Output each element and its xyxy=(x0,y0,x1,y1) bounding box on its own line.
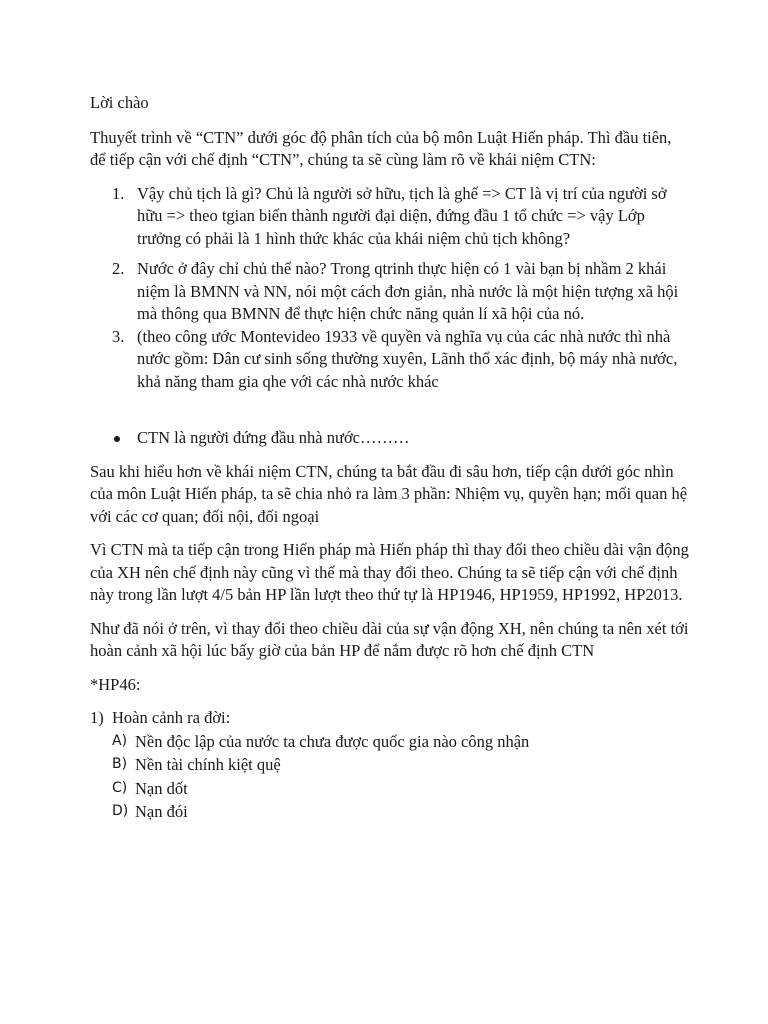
bullet-item-text: CTN là người đứng đầu nhà nước……… xyxy=(137,428,410,447)
paragraph-constitutions: Vì CTN mà ta tiếp cận trong Hiến pháp mà Hiến pháp thì thay đổi theo chiều dài vận động của XH nên chế định này cũng vì thế mà thay đổi theo. Chúng ta sẽ tiếp cận với chế định này trong lần lượt 4/5 bản HP lần lượt theo thứ tự là HP1946, HP1959, HP1992, HP2013. xyxy=(90,540,689,604)
list-item xyxy=(90,258,690,326)
list-marker: D) xyxy=(112,803,129,819)
numbered-list xyxy=(90,183,690,394)
list-item-text: Nạn đói xyxy=(135,802,188,821)
list-item xyxy=(90,326,690,394)
list-item-text: Nền độc lập của nước ta chưa được quốc gia nào công nhận xyxy=(135,731,530,751)
list-marker: 2. xyxy=(112,259,125,278)
list-item xyxy=(90,777,690,801)
lettered-list xyxy=(90,730,690,824)
list-marker: B) xyxy=(112,756,128,772)
list-item xyxy=(90,730,690,754)
list-item xyxy=(90,427,690,450)
list-item-text: Nạn dốt xyxy=(135,778,188,798)
list-marker: A) xyxy=(112,732,128,749)
bullet-list xyxy=(90,427,690,450)
list-item xyxy=(90,183,690,251)
paragraph-context: Như đã nói ở trên, vì thay đổi theo chiều dài của sự vận động XH, nên chúng ta nên xét tới hoàn cảnh xã hội lúc bấy giờ của bản HP để nắm được rõ hơn chế định CTN xyxy=(90,618,689,660)
list-marker: 1. xyxy=(112,183,125,203)
document-page xyxy=(90,92,690,824)
greeting: Lời chào xyxy=(90,93,149,112)
list-item-text: (theo công ước Montevideo 1933 về quyền và nghĩa vụ của các nhà nước thì nhà nước gồm: Dân cư sinh sống thường xuyên, Lãnh thổ xác định, bộ máy nhà nước, khả năng tham gia qhe với các nhà nước khác xyxy=(137,326,678,391)
paragraph-sections: Sau khi hiểu hơn về khái niệm CTN, chúng ta bắt đầu đi sâu hơn, tiếp cận dưới góc nhìn của môn Luật Hiến pháp, ta sẽ chia nhỏ ra làm 3 phần: Nhiệm vụ, quyền hạn; mối quan hệ với các cơ quan; đối nội, đối ngoại xyxy=(90,461,688,526)
list-marker: C) xyxy=(112,779,128,796)
list-item-text: Nước ở đây chỉ chủ thể nào? Trong qtrinh thực hiện có 1 vài bạn bị nhầm 2 khái niệm là BMNN và NN, nói một cách đơn giản, nhà nước là một hiện tượng xã hội mà thông qua BMNN để thực hiện chức năng quản lí xã hội của nó. xyxy=(137,259,679,323)
list-item xyxy=(90,800,690,824)
list-item-text: Nền tài chính kiệt quệ xyxy=(135,755,281,774)
hp46-heading: *HP46: xyxy=(90,674,141,694)
section-heading xyxy=(90,707,690,730)
list-marker: 3. xyxy=(112,326,125,346)
section-marker: 1) xyxy=(90,708,104,727)
bullet-icon xyxy=(114,436,120,442)
intro-paragraph: Thuyết trình về “CTN” dưới góc độ phân tích của bộ môn Luật Hiến pháp. Thì đầu tiên, để tiếp cận với chế định “CTN”, chúng ta sẽ cùng làm rõ về khái niệm CTN: xyxy=(90,127,672,169)
section-title: Hoàn cảnh ra đời: xyxy=(112,708,231,727)
list-item xyxy=(90,753,690,777)
list-item-text: Vậy chủ tịch là gì? Chủ là người sở hữu, tịch là ghế => CT là vị trí của người sở hữu => theo tgian biến thành người đại diện, đứng đầu 1 tổ chức => vậy Lớp trưởng có phải là 1 hình thức khác của khái niệm chủ tịch không? xyxy=(137,183,667,248)
